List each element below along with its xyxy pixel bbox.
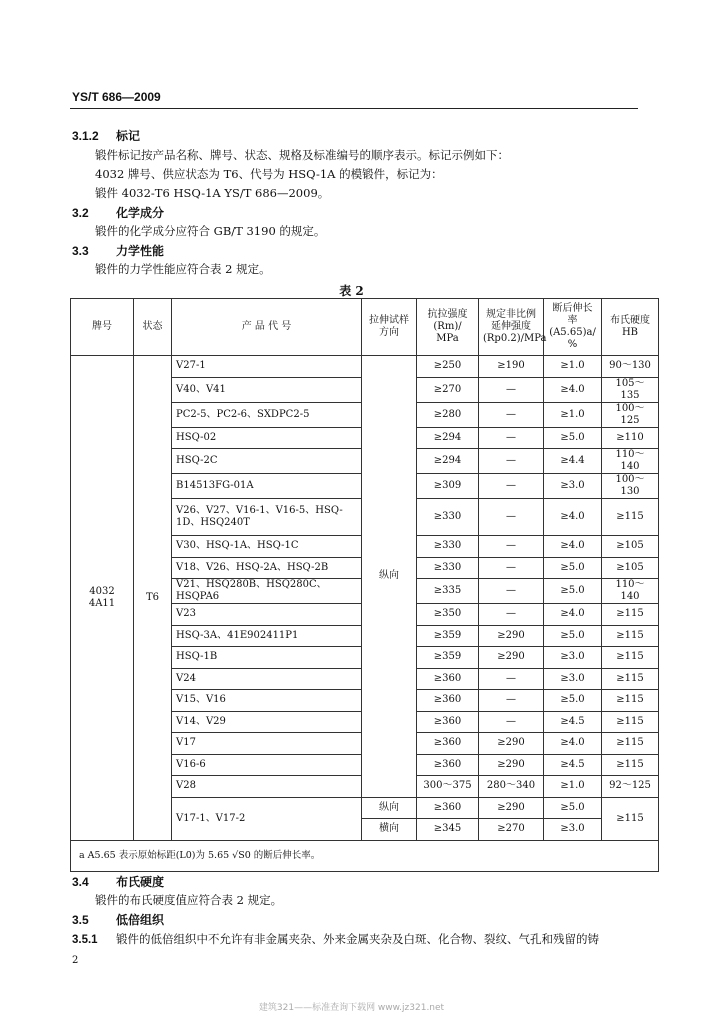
- hardness-cell: 105～135: [602, 377, 659, 402]
- hardness-cell: ≥115: [602, 604, 659, 626]
- product-code-cell: B14513FG-01A: [172, 474, 362, 499]
- paragraph: 锻件标记按产品名称、牌号、状态、规格及标准编号的顺序表示。标记示例如下：: [95, 148, 509, 162]
- yield-cell: —: [479, 536, 544, 558]
- yield-cell: —: [479, 427, 544, 449]
- section-3-3: [72, 242, 164, 259]
- elongation-cell: ≥4.5: [544, 754, 602, 776]
- header-tensile: 抗拉强度 (Rm)/ MPa: [417, 299, 479, 356]
- section-text: 锻件的低倍组织中不允许有非金属夹杂、外来金属夹杂及白斑、化合物、裂纹、气孔和残留的铸: [116, 932, 599, 946]
- elongation-cell: ≥1.0: [544, 776, 602, 798]
- hardness-cell: ≥105: [602, 536, 659, 558]
- tensile-cell: ≥359: [417, 647, 479, 669]
- header-rule: [70, 108, 638, 109]
- tensile-cell: ≥345: [417, 819, 479, 841]
- section-3-4: [72, 873, 164, 890]
- table-row: [71, 356, 659, 378]
- hardness-cell: ≥105: [602, 557, 659, 579]
- hardness-cell: ≥115: [602, 668, 659, 690]
- standard-id: YS/T 686—2009: [72, 90, 161, 104]
- product-code-cell: V24: [172, 668, 362, 690]
- yield-cell: —: [479, 474, 544, 499]
- hardness-cell: ≥115: [602, 733, 659, 755]
- tensile-cell: ≥360: [417, 797, 479, 819]
- section-title: 布氏硬度: [116, 875, 165, 889]
- tensile-cell: ≥294: [417, 449, 479, 474]
- tensile-cell: ≥280: [417, 402, 479, 427]
- elongation-cell: ≥1.0: [544, 402, 602, 427]
- section-3-5: [72, 911, 164, 928]
- elongation-cell: ≥5.0: [544, 579, 602, 604]
- product-code-cell: V23: [172, 604, 362, 626]
- product-code-cell: V27-1: [172, 356, 362, 378]
- product-code-cell: V18、V26、HSQ-2A、HSQ-2B: [172, 557, 362, 579]
- product-code-cell: HSQ-3A、41E902411P1: [172, 625, 362, 647]
- elongation-cell: ≥5.0: [544, 690, 602, 712]
- header-product: 产 品 代 号: [172, 299, 362, 356]
- yield-cell: —: [479, 402, 544, 427]
- product-code-cell: V30、HSQ-1A、HSQ-1C: [172, 536, 362, 558]
- elongation-cell: ≥5.0: [544, 625, 602, 647]
- header-hardness: 布氏硬度 HB: [602, 299, 659, 356]
- product-code-cell: V15、V16: [172, 690, 362, 712]
- table-footnote: a A5.65 表示原始标距(L0)为 5.65 √S0 的断后伸长率。: [71, 840, 659, 871]
- table-caption: 表 2: [339, 284, 364, 298]
- tensile-cell: ≥250: [417, 356, 479, 378]
- tensile-cell: ≥270: [417, 377, 479, 402]
- grade-cell: 4032 4A11: [71, 356, 134, 841]
- yield-cell: —: [479, 711, 544, 733]
- paragraph: 锻件的化学成分应符合 GB/T 3190 的规定。: [95, 224, 326, 238]
- section-3-5-1: [72, 931, 599, 947]
- elongation-cell: ≥3.0: [544, 668, 602, 690]
- hardness-cell: ≥115: [602, 797, 659, 840]
- tensile-cell: ≥330: [417, 536, 479, 558]
- header-temper: 状态: [134, 299, 172, 356]
- elongation-cell: ≥1.0: [544, 356, 602, 378]
- watermark: 建筑321——标准查询下载网 www.jz321.net: [258, 1003, 445, 1013]
- hardness-cell: ≥115: [602, 625, 659, 647]
- hardness-cell: ≥110: [602, 427, 659, 449]
- direction-cell: 纵向: [362, 356, 417, 798]
- hardness-cell: ≥115: [602, 754, 659, 776]
- elongation-cell: ≥5.0: [544, 557, 602, 579]
- tensile-cell: ≥360: [417, 754, 479, 776]
- yield-cell: ≥290: [479, 797, 544, 819]
- yield-cell: —: [479, 449, 544, 474]
- yield-cell: ≥290: [479, 625, 544, 647]
- elongation-cell: ≥3.0: [544, 819, 602, 841]
- product-code-cell: HSQ-2C: [172, 449, 362, 474]
- elongation-cell: ≥3.0: [544, 647, 602, 669]
- paragraph: 锻件的力学性能应符合表 2 规定。: [95, 262, 271, 276]
- product-code-cell: HSQ-1B: [172, 647, 362, 669]
- yield-cell: —: [479, 377, 544, 402]
- elongation-cell: ≥4.0: [544, 536, 602, 558]
- section-title: 低倍组织: [116, 913, 165, 927]
- header-grade: 牌号: [71, 299, 134, 356]
- tensile-cell: ≥360: [417, 733, 479, 755]
- section-number: 3.4: [72, 875, 89, 889]
- product-code-cell: HSQ-02: [172, 427, 362, 449]
- tensile-cell: ≥359: [417, 625, 479, 647]
- section-number: 3.2: [72, 206, 89, 220]
- tensile-cell: 300～375: [417, 776, 479, 798]
- hardness-cell: 110～140: [602, 449, 659, 474]
- elongation-cell: ≥5.0: [544, 797, 602, 819]
- elongation-cell: ≥4.4: [544, 449, 602, 474]
- yield-cell: —: [479, 668, 544, 690]
- section-title: 化学成分: [116, 206, 165, 220]
- tensile-cell: ≥330: [417, 557, 479, 579]
- section-number: 3.1.2: [72, 129, 99, 143]
- yield-cell: ≥290: [479, 733, 544, 755]
- elongation-cell: ≥4.0: [544, 377, 602, 402]
- tensile-cell: ≥360: [417, 690, 479, 712]
- hardness-cell: ≥115: [602, 647, 659, 669]
- hardness-cell: 100～130: [602, 474, 659, 499]
- elongation-cell: ≥4.0: [544, 604, 602, 626]
- table-header-row: [71, 299, 659, 356]
- header-elongation: 断后伸长率 (A5.65)a/ %: [544, 299, 602, 356]
- product-code-cell: V40、V41: [172, 377, 362, 402]
- header-direction: 拉伸试样方向: [362, 299, 417, 356]
- product-code-cell: V14、V29: [172, 711, 362, 733]
- footnote-row: [71, 840, 659, 871]
- temper-cell: T6: [134, 356, 172, 841]
- tensile-cell: ≥330: [417, 499, 479, 536]
- yield-cell: ≥270: [479, 819, 544, 841]
- product-code-cell: PC2-5、PC2-6、SXDPC2-5: [172, 402, 362, 427]
- elongation-cell: ≥4.5: [544, 711, 602, 733]
- yield-cell: —: [479, 579, 544, 604]
- section-3-2: [72, 204, 164, 221]
- product-code-cell: V28: [172, 776, 362, 798]
- elongation-cell: ≥4.0: [544, 499, 602, 536]
- hardness-cell: ≥115: [602, 711, 659, 733]
- paragraph: 锻件 4032-T6 HSQ-1A YS/T 686—2009。: [95, 186, 330, 200]
- properties-table: [70, 298, 659, 872]
- section-title: 标记: [116, 129, 141, 143]
- page-number: 2: [72, 955, 79, 966]
- tensile-cell: ≥360: [417, 668, 479, 690]
- tensile-cell: ≥360: [417, 711, 479, 733]
- section-title: 力学性能: [116, 244, 165, 258]
- tensile-cell: ≥309: [417, 474, 479, 499]
- product-code-cell: V17: [172, 733, 362, 755]
- header-yield: 规定非比例延伸强度 (Rp0.2)/MPa: [479, 299, 544, 356]
- direction-cell: 横向: [362, 819, 417, 841]
- paragraph: 锻件的布氏硬度值应符合表 2 规定。: [95, 893, 283, 907]
- yield-cell: —: [479, 604, 544, 626]
- yield-cell: ≥290: [479, 754, 544, 776]
- elongation-cell: ≥5.0: [544, 427, 602, 449]
- yield-cell: —: [479, 557, 544, 579]
- hardness-cell: ≥115: [602, 690, 659, 712]
- section-number: 3.5: [72, 913, 89, 927]
- section-number: 3.5.1: [72, 934, 98, 946]
- yield-cell: ≥190: [479, 356, 544, 378]
- elongation-cell: ≥4.0: [544, 733, 602, 755]
- section-number: 3.3: [72, 244, 89, 258]
- hardness-cell: 100～125: [602, 402, 659, 427]
- product-code-cell: V21、HSQ280B、HSQ280C、HSQPA6: [172, 579, 362, 604]
- yield-cell: —: [479, 499, 544, 536]
- tensile-cell: ≥350: [417, 604, 479, 626]
- elongation-cell: ≥3.0: [544, 474, 602, 499]
- product-code-cell: V17-1、V17-2: [172, 797, 362, 840]
- tensile-cell: ≥294: [417, 427, 479, 449]
- direction-cell: 纵向: [362, 797, 417, 819]
- paragraph: 4032 牌号、供应状态为 T6、代号为 HSQ-1A 的模锻件，标记为：: [95, 167, 443, 181]
- hardness-cell: 110～140: [602, 579, 659, 604]
- yield-cell: —: [479, 690, 544, 712]
- yield-cell: 280～340: [479, 776, 544, 798]
- hardness-cell: ≥115: [602, 499, 659, 536]
- tensile-cell: ≥335: [417, 579, 479, 604]
- yield-cell: ≥290: [479, 647, 544, 669]
- hardness-cell: 90～130: [602, 356, 659, 378]
- product-code-cell: V26、V27、V16-1、V16-5、HSQ-1D、HSQ240T: [172, 499, 362, 536]
- hardness-cell: 92～125: [602, 776, 659, 798]
- product-code-cell: V16-6: [172, 754, 362, 776]
- section-3-1-2: [72, 127, 140, 144]
